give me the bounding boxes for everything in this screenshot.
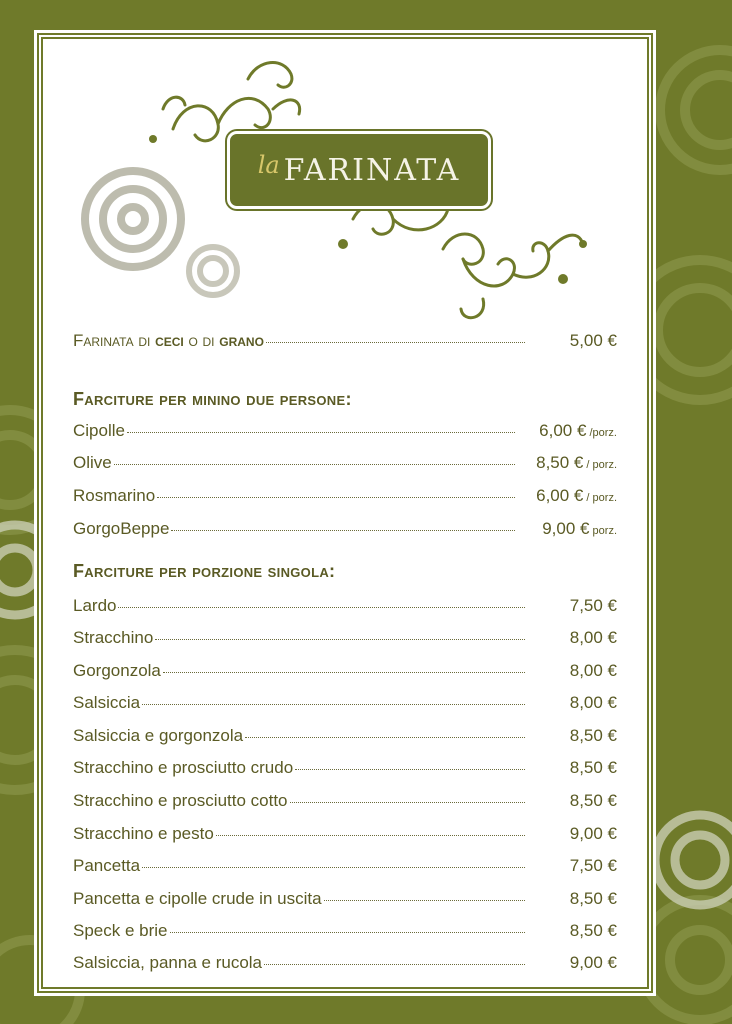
menu-item-name: Speck e brie (73, 921, 168, 940)
dot-leader (118, 606, 525, 608)
menu-item-price: 8,00 € (569, 693, 617, 712)
dot-leader (290, 801, 525, 803)
menu-item-name: Stracchino e prosciutto cotto (73, 791, 288, 810)
menu-item-name: Salsiccia (73, 693, 141, 712)
dot-leader (245, 736, 525, 738)
menu-item-name: Gorgonzola (73, 661, 161, 680)
dot-leader (157, 496, 515, 498)
menu-item-price: 6,00 € / porz. (536, 486, 617, 505)
menu-card (34, 30, 656, 996)
dot-leader (142, 866, 525, 868)
menu-item (73, 726, 617, 746)
menu-item (73, 824, 617, 844)
menu-item (73, 421, 617, 441)
dot-leader (155, 638, 525, 640)
dot-leader (264, 963, 525, 965)
dot-leader (295, 768, 525, 770)
menu-item (73, 889, 617, 909)
menu-item-price: 8,50 € (569, 758, 617, 777)
menu-item-price: 7,50 € (569, 596, 617, 615)
dot-leader (142, 703, 525, 705)
dot-leader (266, 341, 525, 343)
menu-item (73, 661, 617, 681)
menu-item-name: Stracchino e pesto (73, 824, 214, 843)
menu-item-name: Olive (73, 453, 112, 472)
dot-leader (324, 899, 525, 901)
dot-leader (163, 671, 525, 673)
menu-item-name: Pancetta (73, 856, 141, 875)
section-title-two-persons: Farciture per minino due persone: (73, 389, 352, 409)
section-title-single-portion: Farciture per porzione singola: (73, 561, 336, 581)
menu-item-name: Stracchino (73, 628, 154, 647)
menu-item-price: 6,00 € /porz. (539, 421, 617, 440)
menu-item-name: Rosmarino (73, 486, 156, 505)
brand-logo (227, 131, 491, 209)
dot-leader (216, 834, 525, 836)
menu-item (73, 921, 617, 941)
menu-item-name: Lardo (73, 596, 117, 615)
brand-prefix: la (257, 151, 280, 179)
menu-item-name: Salsiccia e gorgonzola (73, 726, 244, 745)
menu-item-price: 9,00 € (569, 953, 617, 972)
menu-item-name: Pancetta e cipolle crude in uscita (73, 889, 322, 908)
menu-item-name: Salsiccia, panna e rucola (73, 953, 263, 972)
menu-item-price: 8,50 € (569, 791, 617, 810)
dot-leader (171, 529, 515, 531)
dot-leader (114, 463, 515, 465)
menu-item (73, 486, 617, 506)
menu-item-price: 8,50 € (569, 889, 617, 908)
menu-item (73, 596, 617, 616)
menu-item-price: 9,00 € (569, 824, 617, 843)
menu-item-price: 8,50 € (569, 921, 617, 940)
menu-item-price: 8,00 € (569, 661, 617, 680)
menu-item-name: Cipolle (73, 421, 125, 440)
menu-item (73, 628, 617, 648)
menu-item (73, 791, 617, 811)
menu-item-price: 9,00 € porz. (542, 519, 617, 538)
menu-item-name: GorgoBeppe (73, 519, 170, 538)
menu-item-price: 8,50 € (569, 726, 617, 745)
dot-leader (170, 931, 526, 933)
menu-item (73, 693, 617, 713)
menu-item (73, 453, 617, 473)
menu-item-name: Stracchino e prosciutto crudo (73, 758, 294, 777)
menu-item-farinata (73, 331, 617, 351)
menu-item-price: 8,00 € (569, 628, 617, 647)
menu-item (73, 856, 617, 876)
menu-item (73, 758, 617, 778)
menu-item-price: 5,00 € (569, 331, 617, 350)
menu-item (73, 519, 617, 539)
brand-name: FARINATA (283, 152, 461, 188)
menu-item (73, 953, 617, 973)
menu-item-price: 7,50 € (569, 856, 617, 875)
menu-item-price: 8,50 € / porz. (536, 453, 617, 472)
dot-leader (127, 431, 515, 433)
menu-card-inner (41, 37, 649, 989)
menu-item-name: Farinata di ceci o di grano (73, 331, 264, 350)
